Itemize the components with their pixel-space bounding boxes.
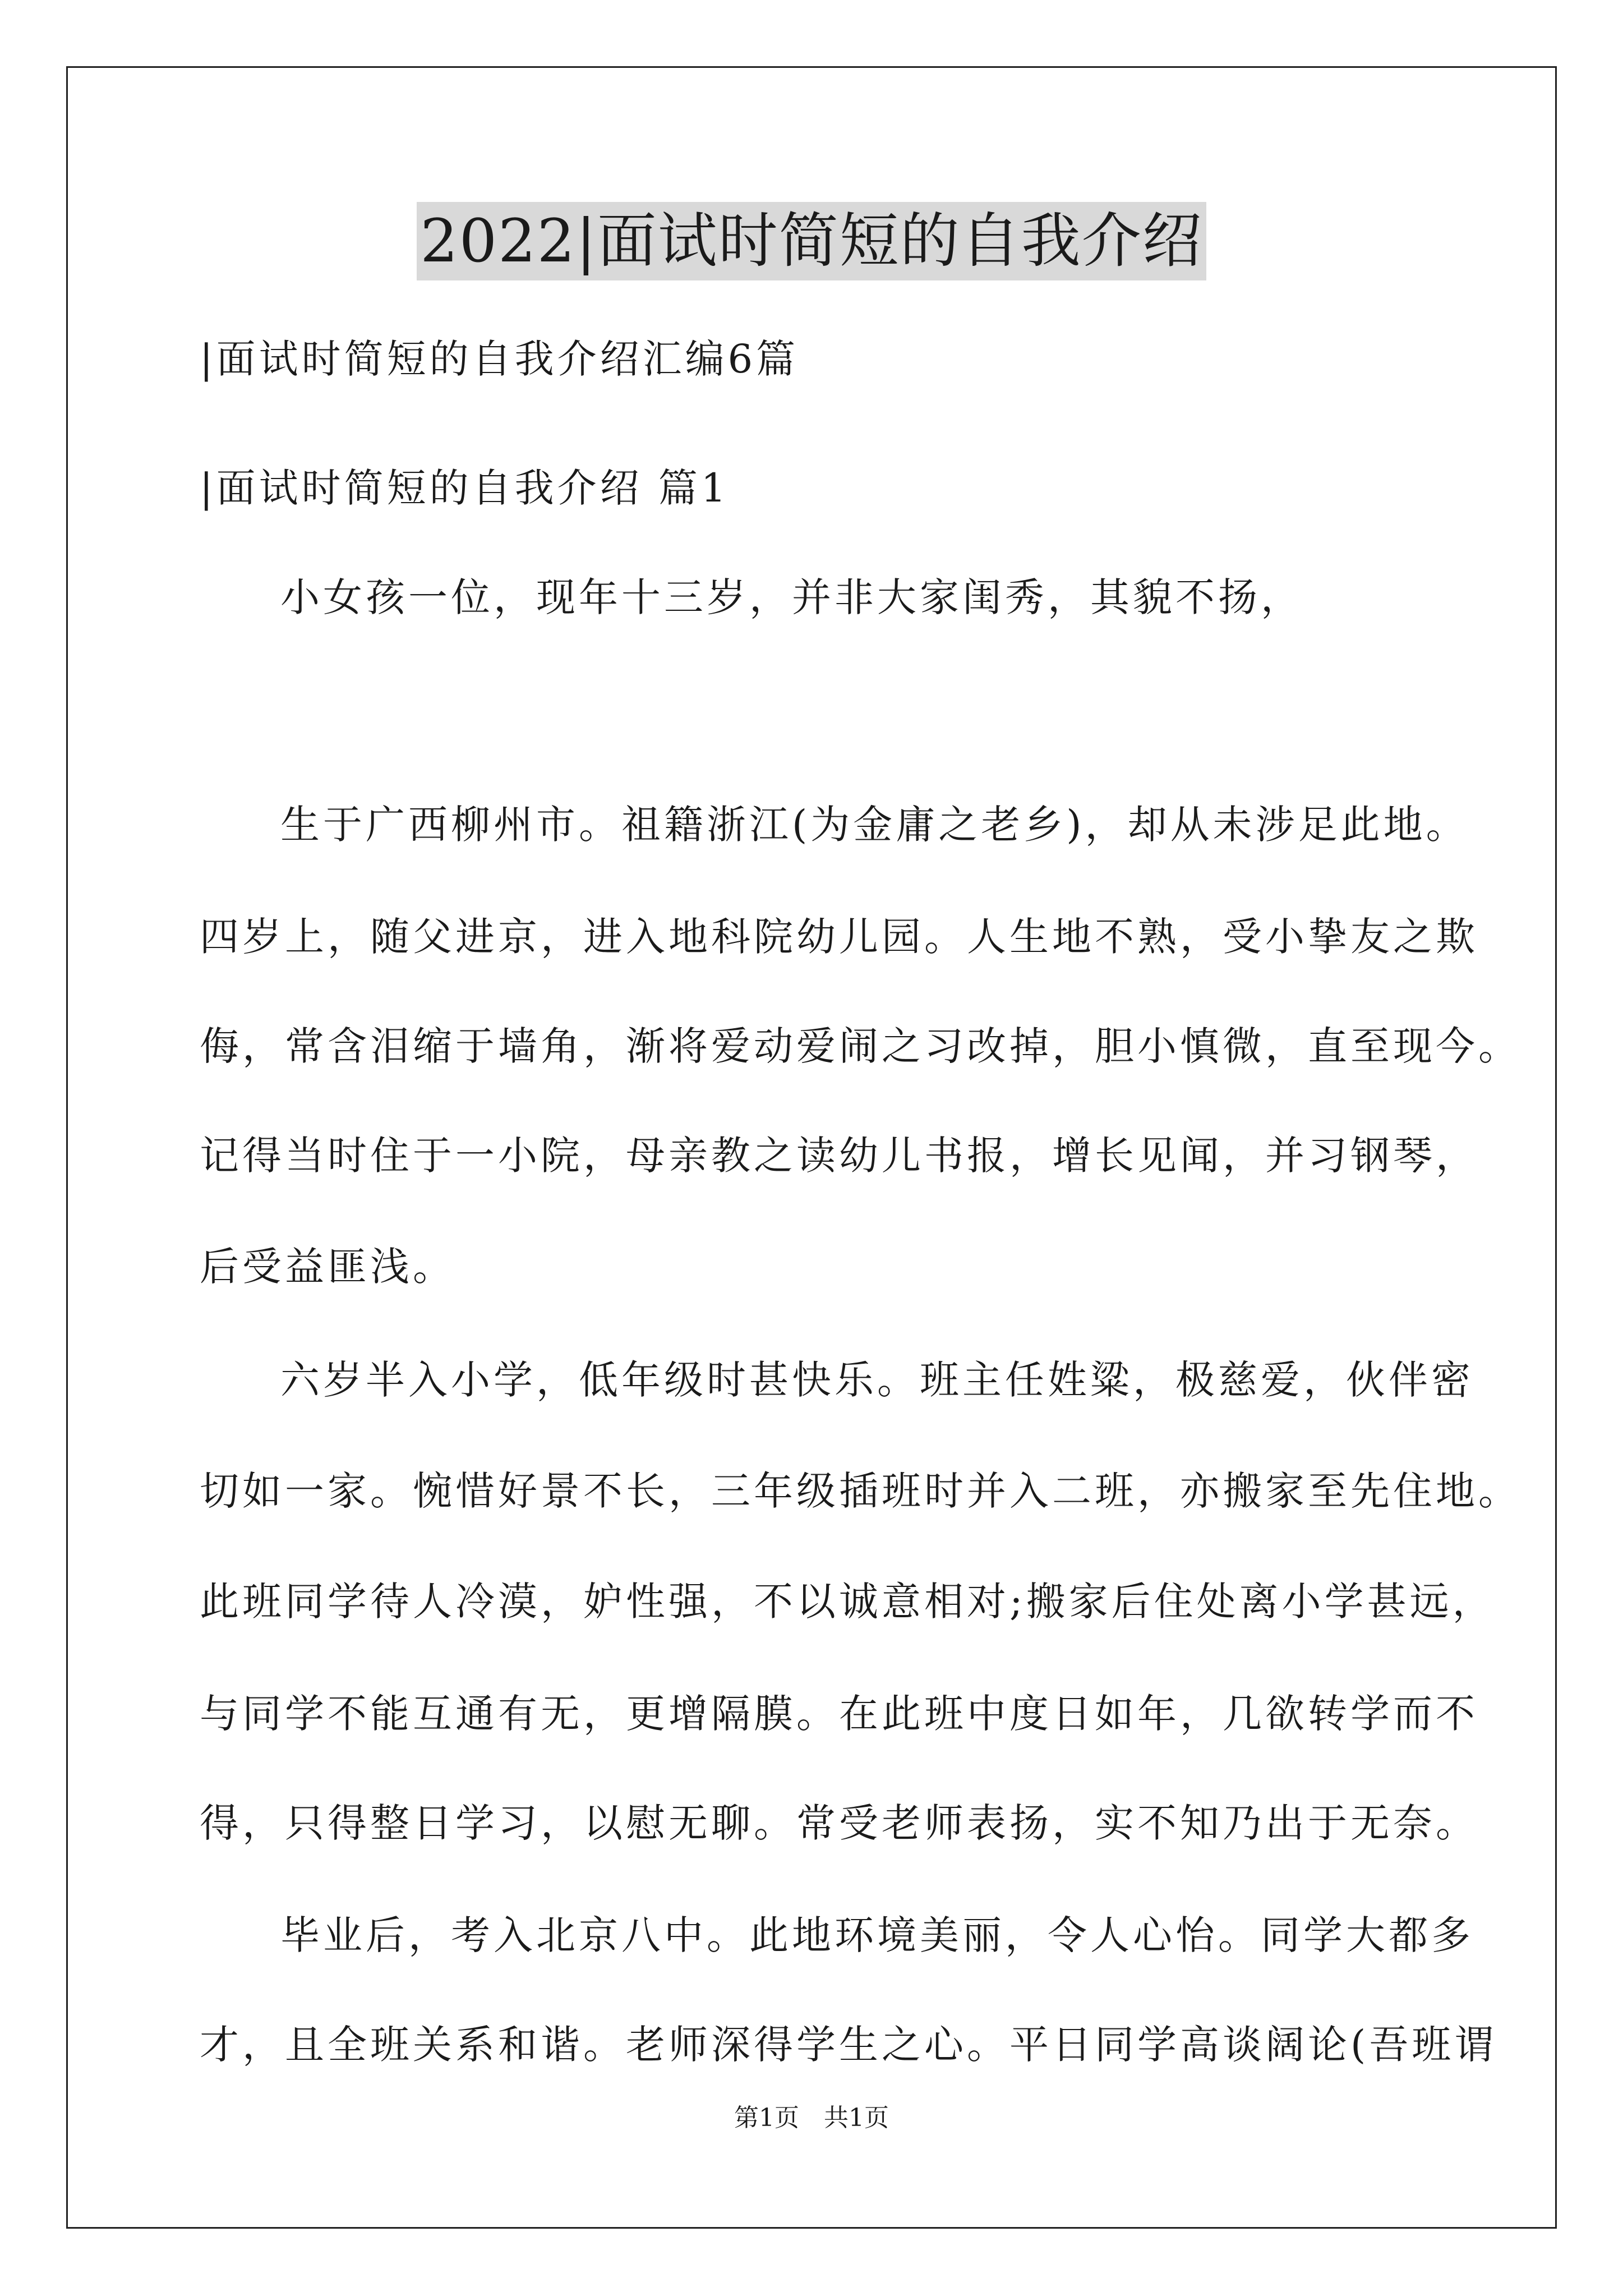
title-container — [0, 202, 1623, 280]
paragraph-line: 四岁上，随父进京，进入地科院幼儿园。人生地不熟，受小挚友之欺 — [200, 914, 1478, 960]
paragraph-line: 六岁半入小学，低年级时甚快乐。班主任姓粱，极慈爱，伙伴密 — [280, 1357, 1474, 1403]
section-heading: |面试时简短的自我介绍 篇1 — [200, 465, 730, 511]
paragraph-line: 得，只得整日学习，以慰无聊。常受老师表扬，实不知乃出于无奈。 — [200, 1800, 1478, 1846]
paragraph-line: 生于广西柳州市。祖籍浙江(为金庸之老乡)，却从未涉足此地。 — [280, 802, 1469, 848]
paragraph-line: 与同学不能互通有无，更增隔膜。在此班中度日如年，几欲转学而不 — [200, 1691, 1478, 1737]
document-subtitle: |面试时简短的自我介绍汇编6篇 — [200, 336, 799, 382]
paragraph-line: 切如一家。惋惜好景不长，三年级插班时并入二班，亦搬家至先住地。 — [200, 1468, 1521, 1514]
paragraph-line: 毕业后，考入北京八中。此地环境美丽，令人心怡。同学大都多 — [280, 1912, 1474, 1958]
document-title: 2022|面试时简短的自我介绍 — [417, 202, 1206, 280]
paragraph-line: 记得当时住于一小院，母亲教之读幼儿书报，增长见闻，并习钢琴， — [200, 1133, 1478, 1179]
paragraph-line: 后受益匪浅。 — [200, 1244, 455, 1290]
paragraph-line: 才，且全班关系和谐。老师深得学生之心。平日同学高谈阔论(吾班谓 — [200, 2022, 1497, 2068]
paragraph-line: 小女孩一位，现年十三岁，并非大家闺秀，其貌不扬， — [280, 574, 1303, 620]
paragraph-line: 此班同学待人冷漠，妒性强，不以诚意相对;搬家后住处离小学甚远， — [200, 1579, 1495, 1625]
paragraph-line: 侮，常含泪缩于墙角，渐将爱动爱闹之习改掉，胆小慎微，直至现今。 — [200, 1023, 1521, 1069]
page-footer: 第1页 共1页 — [734, 2104, 889, 2132]
